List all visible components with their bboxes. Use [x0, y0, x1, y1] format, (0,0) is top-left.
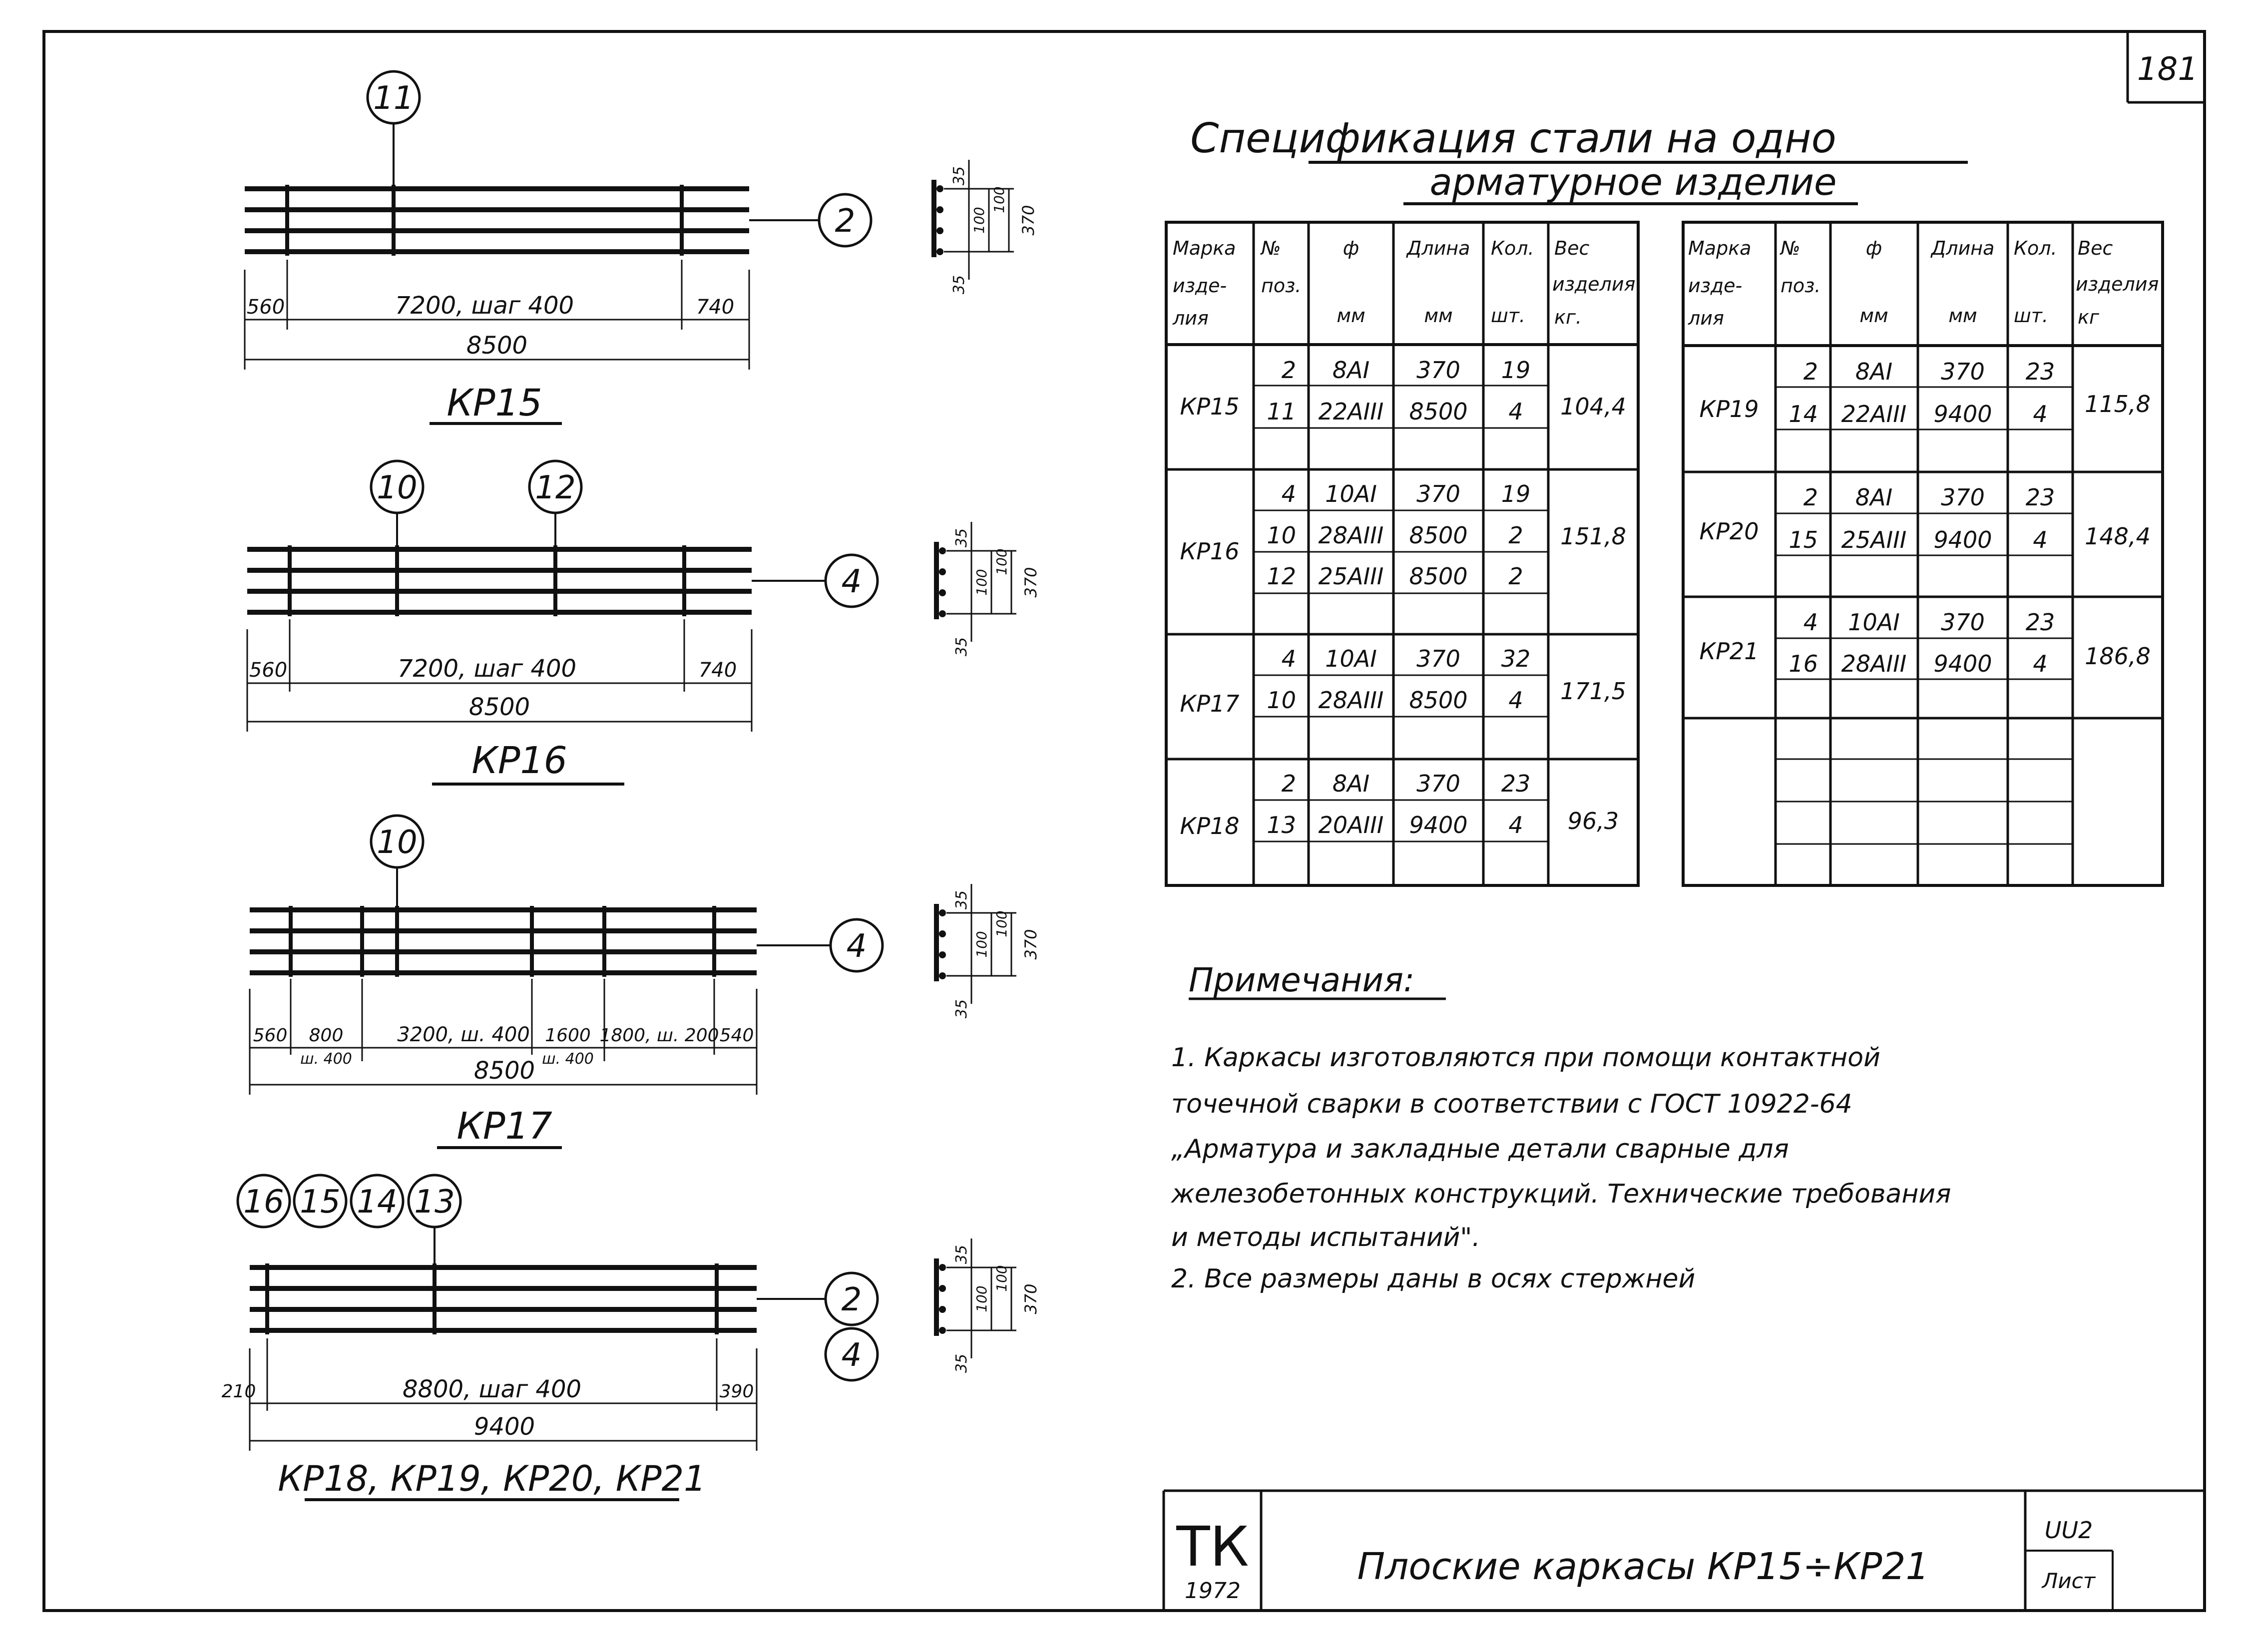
dia-cell: 10АI — [1325, 480, 1377, 507]
length-cell: 8500 — [1409, 522, 1468, 549]
section-dim-total: 370 — [1021, 929, 1040, 960]
header-cell: Длина — [1406, 237, 1470, 259]
header-cell: мм — [1424, 305, 1453, 327]
pos-cell: 12 — [1267, 563, 1296, 590]
weight-cell: 96,3 — [1567, 808, 1619, 834]
stamp-year: 1972 — [1185, 1578, 1241, 1604]
header-cell: кг. — [1554, 306, 1582, 328]
dia-cell: 20АIII — [1318, 812, 1384, 838]
dia-cell: 8АI — [1855, 358, 1893, 385]
qty-cell: 2 — [1508, 522, 1523, 549]
dimension-total: 8500 — [466, 332, 528, 360]
dia-cell: 10АI — [1325, 645, 1377, 672]
stamp-title: Плоские каркасы КР15÷КР21 — [1357, 1545, 1929, 1588]
rebar-transverse — [290, 545, 684, 616]
dimension-total: 8500 — [468, 693, 530, 721]
section-dim-total: 370 — [1021, 1283, 1040, 1314]
rebar-longitudinal — [247, 549, 752, 612]
spec-body-left — [1180, 357, 1626, 839]
qty-cell: 23 — [2025, 358, 2055, 385]
rebar-longitudinal — [250, 910, 757, 973]
spec-title-line2: арматурное изделие — [1429, 161, 1837, 204]
dia-cell: 22АIII — [1841, 401, 1907, 427]
section-dim-outer: 35 — [953, 637, 970, 657]
qty-cell: 19 — [1501, 357, 1531, 384]
section-dim-inner: 100 — [993, 548, 1010, 575]
header-cell: кг — [2078, 306, 2099, 328]
frame-drawing-kr17 — [250, 816, 883, 1148]
length-cell: 9400 — [1409, 812, 1468, 838]
header-cell: шт. — [1491, 305, 1525, 327]
header-cell: Вес — [2078, 237, 2113, 259]
drawing-label: КР18, КР19, КР20, КР21 — [278, 1458, 706, 1499]
callout-label: 14 — [357, 1184, 398, 1221]
dimension-sublabel: ш. 400 — [300, 1050, 352, 1068]
callout-label: 11 — [373, 80, 414, 117]
dimension-total: 8500 — [473, 1057, 535, 1085]
section-dim-inner: 100 — [991, 186, 1007, 213]
callout-label: 2 — [835, 203, 856, 240]
header-cell: мм — [1948, 305, 1977, 327]
dimension-label: 560 — [249, 659, 288, 682]
mark-cell: КР21 — [1699, 638, 1759, 665]
header-cell: Кол. — [1491, 237, 1534, 259]
dia-cell: 8АI — [1855, 484, 1893, 511]
cross-section-4 — [936, 1239, 1040, 1373]
section-dim-outer: 35 — [953, 528, 970, 548]
mark-cell: КР17 — [1180, 690, 1240, 717]
pos-cell: 2 — [1803, 484, 1818, 511]
qty-cell: 4 — [2033, 401, 2048, 427]
frame-drawing-kr15 — [245, 71, 871, 424]
callout-label: 10 — [377, 469, 418, 506]
pos-cell: 2 — [1803, 358, 1818, 385]
cross-section-2 — [936, 522, 1040, 656]
notes-line: „Арматура и закладные детали сварные для — [1171, 1134, 1789, 1164]
pos-cell: 11 — [1267, 398, 1296, 425]
dia-cell: 8АI — [1332, 357, 1370, 384]
page-number: 181 — [2137, 51, 2199, 88]
header-cell: Длина — [1931, 237, 1995, 259]
dia-cell: 8АI — [1332, 770, 1370, 797]
callout-label: 4 — [841, 1337, 862, 1374]
header-cell: № — [1781, 237, 1800, 259]
qty-cell: 4 — [2033, 650, 2048, 677]
qty-cell: 2 — [1508, 563, 1523, 590]
section-dim-total: 370 — [1021, 567, 1040, 598]
dia-cell: 22АIII — [1318, 398, 1384, 425]
header-cell: Вес — [1554, 237, 1590, 259]
pos-cell: 14 — [1789, 401, 1818, 427]
dia-cell: 25АIII — [1318, 563, 1384, 590]
dimension-label: 7200, шаг 400 — [397, 655, 577, 683]
length-cell: 370 — [1941, 358, 1985, 385]
callout-label: 12 — [535, 469, 576, 506]
spec-header-left — [1172, 237, 1635, 329]
header-cell: Марка — [1688, 237, 1752, 259]
qty-cell: 4 — [2033, 526, 2048, 553]
dimension-label: 800 — [309, 1025, 344, 1046]
callout-label: 16 — [243, 1184, 284, 1221]
pos-cell: 2 — [1281, 357, 1296, 384]
weight-cell: 148,4 — [2085, 523, 2151, 550]
section-dim-total: 370 — [1019, 205, 1038, 236]
length-cell: 370 — [1416, 480, 1460, 507]
callout-label: 13 — [414, 1184, 455, 1221]
page-number-box — [2128, 31, 2205, 102]
callout-label: 15 — [300, 1184, 341, 1221]
callout-label: 2 — [841, 1281, 862, 1318]
drawing-label: КР16 — [471, 739, 567, 782]
section-dim-inner: 100 — [973, 1285, 990, 1312]
pos-cell: 4 — [1281, 480, 1296, 507]
section-dim-inner: 100 — [973, 931, 990, 958]
length-cell: 370 — [1941, 484, 1985, 511]
spec-title-line1: Спецификация стали на одно — [1190, 115, 1836, 162]
dimension-total: 9400 — [473, 1413, 535, 1441]
section-dim-inner: 100 — [993, 910, 1010, 937]
section-dim-outer: 35 — [950, 275, 968, 295]
pos-cell: 15 — [1789, 526, 1818, 553]
weight-cell: 171,5 — [1560, 678, 1626, 705]
header-cell: поз. — [1261, 275, 1302, 297]
section-dim-outer: 35 — [953, 890, 970, 910]
length-cell: 370 — [1941, 609, 1985, 636]
header-cell: № — [1261, 237, 1281, 259]
notes-line: точечной сварки в соответствии с ГОСТ 10922-64 — [1171, 1089, 1852, 1119]
length-cell: 9400 — [1933, 526, 1992, 553]
dimension-label: 540 — [719, 1025, 754, 1046]
pos-cell: 10 — [1267, 522, 1296, 549]
rebar-longitudinal — [250, 1267, 757, 1330]
drawing-label: КР17 — [456, 1105, 552, 1148]
dimension-label: 210 — [221, 1381, 256, 1402]
section-dim-outer: 35 — [953, 999, 970, 1019]
length-cell: 9400 — [1933, 650, 1992, 677]
section-dim-inner: 100 — [971, 207, 987, 234]
header-cell: лия — [1688, 307, 1724, 329]
section-dim-outer: 35 — [953, 1353, 970, 1373]
pos-cell: 4 — [1281, 645, 1296, 672]
dia-cell: 28АIII — [1318, 687, 1384, 714]
qty-cell: 23 — [1501, 770, 1531, 797]
length-cell: 370 — [1416, 770, 1460, 797]
qty-cell: 19 — [1501, 480, 1531, 507]
header-cell: изде- — [1173, 275, 1227, 297]
spec-header-right — [1688, 237, 2159, 329]
header-cell: ф — [1343, 237, 1359, 259]
header-cell: изде- — [1688, 275, 1743, 297]
section-dim-outer: 35 — [950, 166, 968, 186]
cross-section-1 — [934, 160, 1038, 294]
header-cell: Кол. — [2014, 237, 2057, 259]
notes-line: железобетонных конструкций. Технические требования — [1171, 1179, 1951, 1209]
mark-cell: КР20 — [1699, 518, 1759, 545]
header-cell: шт. — [2014, 305, 2048, 327]
weight-cell: 115,8 — [2085, 391, 2151, 417]
dimension-label: 1800, ш. 200 — [599, 1025, 719, 1046]
stamp-org: ТК — [1176, 1515, 1249, 1579]
spec-body-right — [1700, 358, 2151, 677]
header-cell: лия — [1173, 307, 1209, 329]
qty-cell: 23 — [2025, 609, 2055, 636]
pos-cell: 2 — [1281, 770, 1296, 797]
header-cell: мм — [1337, 305, 1365, 327]
dimension-label: 740 — [698, 659, 737, 682]
pos-cell: 4 — [1803, 609, 1818, 636]
rebar-transverse — [291, 906, 714, 977]
dimension-label: 1600 — [545, 1025, 591, 1046]
length-cell: 8500 — [1409, 398, 1468, 425]
mark-cell: КР18 — [1180, 813, 1240, 839]
dimension-label: 740 — [696, 296, 735, 319]
stamp-sheet-label: Лист — [2042, 1569, 2096, 1593]
qty-cell: 4 — [1508, 812, 1523, 838]
qty-cell: 32 — [1501, 645, 1531, 672]
notes-line: и методы испытаний". — [1171, 1223, 1480, 1252]
dimension-label: 3200, ш. 400 — [397, 1023, 530, 1046]
weight-cell: 104,4 — [1560, 393, 1626, 420]
notes-line: 1. Каркасы изготовляются при помощи контактной — [1171, 1043, 1880, 1073]
dimension-label: 8800, шаг 400 — [402, 1375, 582, 1403]
dia-cell: 28АIII — [1318, 522, 1384, 549]
mark-cell: КР15 — [1180, 393, 1240, 420]
callout-label: 4 — [846, 928, 867, 965]
section-dim-outer: 35 — [953, 1244, 970, 1264]
header-cell: Марка — [1173, 237, 1236, 259]
rebar-transverse — [267, 1263, 717, 1334]
dia-cell: 25АIII — [1841, 526, 1907, 553]
stamp-code: UU2 — [2044, 1517, 2093, 1544]
length-cell: 9400 — [1933, 401, 1992, 427]
qty-cell: 4 — [1508, 687, 1523, 714]
dimension-label: 560 — [253, 1025, 288, 1046]
callout-label: 4 — [841, 563, 862, 600]
drawing-label: КР15 — [447, 382, 542, 424]
length-cell: 8500 — [1409, 563, 1468, 590]
section-dim-inner: 100 — [993, 1265, 1010, 1292]
frame-drawing-kr16 — [247, 461, 878, 784]
title-stamp — [1164, 1491, 2205, 1611]
dia-cell: 10АI — [1848, 609, 1900, 636]
sheet-frame — [44, 31, 2205, 1611]
notes — [1171, 961, 1951, 1294]
header-cell: изделия — [2076, 273, 2159, 295]
cross-section-3 — [936, 884, 1040, 1018]
header-cell: ф — [1865, 237, 1882, 259]
header-cell: мм — [1859, 305, 1888, 327]
dimension-label: 390 — [719, 1381, 754, 1402]
dimension-label: 7200, шаг 400 — [395, 292, 574, 320]
qty-cell: 4 — [1508, 398, 1523, 425]
section-dim-inner: 100 — [973, 569, 990, 596]
weight-cell: 151,8 — [1560, 523, 1626, 550]
header-cell: поз. — [1781, 275, 1821, 297]
dimension-label: 560 — [246, 296, 285, 319]
dimension-sublabel: ш. 400 — [542, 1050, 594, 1068]
length-cell: 370 — [1416, 645, 1460, 672]
mark-cell: КР19 — [1699, 396, 1759, 422]
specification-title — [1190, 115, 1968, 204]
callout-label: 10 — [377, 824, 418, 861]
length-cell: 370 — [1416, 357, 1460, 384]
mark-cell: КР16 — [1180, 538, 1240, 565]
weight-cell: 186,8 — [2085, 643, 2151, 670]
notes-line: 2. Все размеры даны в осях стержней — [1171, 1264, 1696, 1294]
notes-heading: Примечания: — [1189, 961, 1415, 999]
rebar-longitudinal — [245, 189, 749, 252]
dia-cell: 28АIII — [1841, 650, 1907, 677]
pos-cell: 16 — [1789, 650, 1818, 677]
length-cell: 8500 — [1409, 687, 1468, 714]
frame-drawing-kr18-kr21 — [222, 1175, 878, 1500]
rebar-transverse — [287, 185, 682, 256]
pos-cell: 13 — [1267, 812, 1296, 838]
pos-cell: 10 — [1267, 687, 1296, 714]
header-cell: изделия — [1552, 273, 1636, 295]
qty-cell: 23 — [2025, 484, 2055, 511]
